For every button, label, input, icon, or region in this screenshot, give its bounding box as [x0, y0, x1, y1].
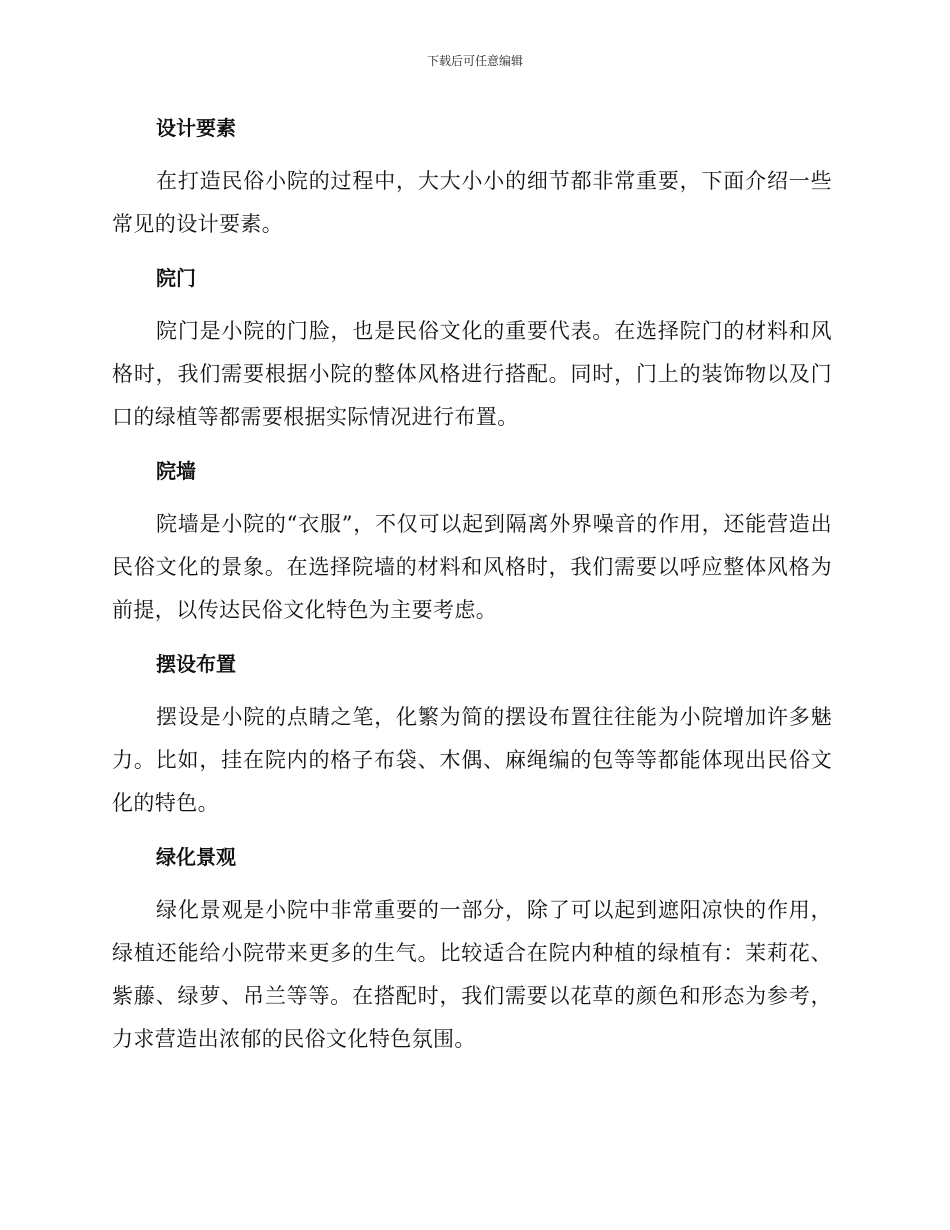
section-wall — [112, 451, 832, 632]
section-paragraph: 院墙是小院的“衣服”，不仅可以起到隔离外界噪音的作用，还能营造出民俗文化的景象。在选择院墙的材料和风格时，我们需要以呼应整体风格为前提，以传达民俗文化特色为主要考虑。 — [112, 512, 832, 622]
section-paragraph: 在打造民俗小院的过程中，大大小小的细节都非常重要，下面介绍一些常见的设计要素。 — [112, 169, 832, 236]
section-heading: 摆设布置 — [156, 652, 236, 676]
section-heading: 绿化景观 — [156, 845, 236, 869]
section-paragraph: 绿化景观是小院中非常重要的一部分，除了可以起到遮阳凉快的作用，绿植还能给小院带来更多的生气。比较适合在院内种植的绿植有：茉莉花、紫藤、绿萝、吊兰等等。在搭配时，我们需要以花草的颜色和形态为参考，力求营造出浓郁的民俗文化特色氛围。 — [112, 898, 832, 1051]
section-landscaping — [112, 837, 832, 1061]
section-decoration — [112, 644, 832, 825]
page-header: 下载后可任意编辑 — [426, 54, 523, 68]
section-heading: 院墙 — [156, 459, 196, 483]
section-heading: 设计要素 — [156, 116, 236, 140]
section-paragraph: 院门是小院的门脸，也是民俗文化的重要代表。在选择院门的材料和风格时，我们需要根据小院的整体风格进行搭配。同时，门上的装饰物以及门口的绿植等都需要根据实际情况进行布置。 — [112, 319, 832, 429]
section-design-elements — [112, 108, 832, 246]
section-heading: 院门 — [156, 266, 196, 290]
section-gate — [112, 258, 832, 439]
section-paragraph: 摆设是小院的点睛之笔，化繁为简的摆设布置往往能为小院增加许多魅力。比如，挂在院内的格子布袋、木偶、麻绳编的包等等都能体现出民俗文化的特色。 — [112, 705, 832, 815]
document-body — [112, 108, 832, 1073]
